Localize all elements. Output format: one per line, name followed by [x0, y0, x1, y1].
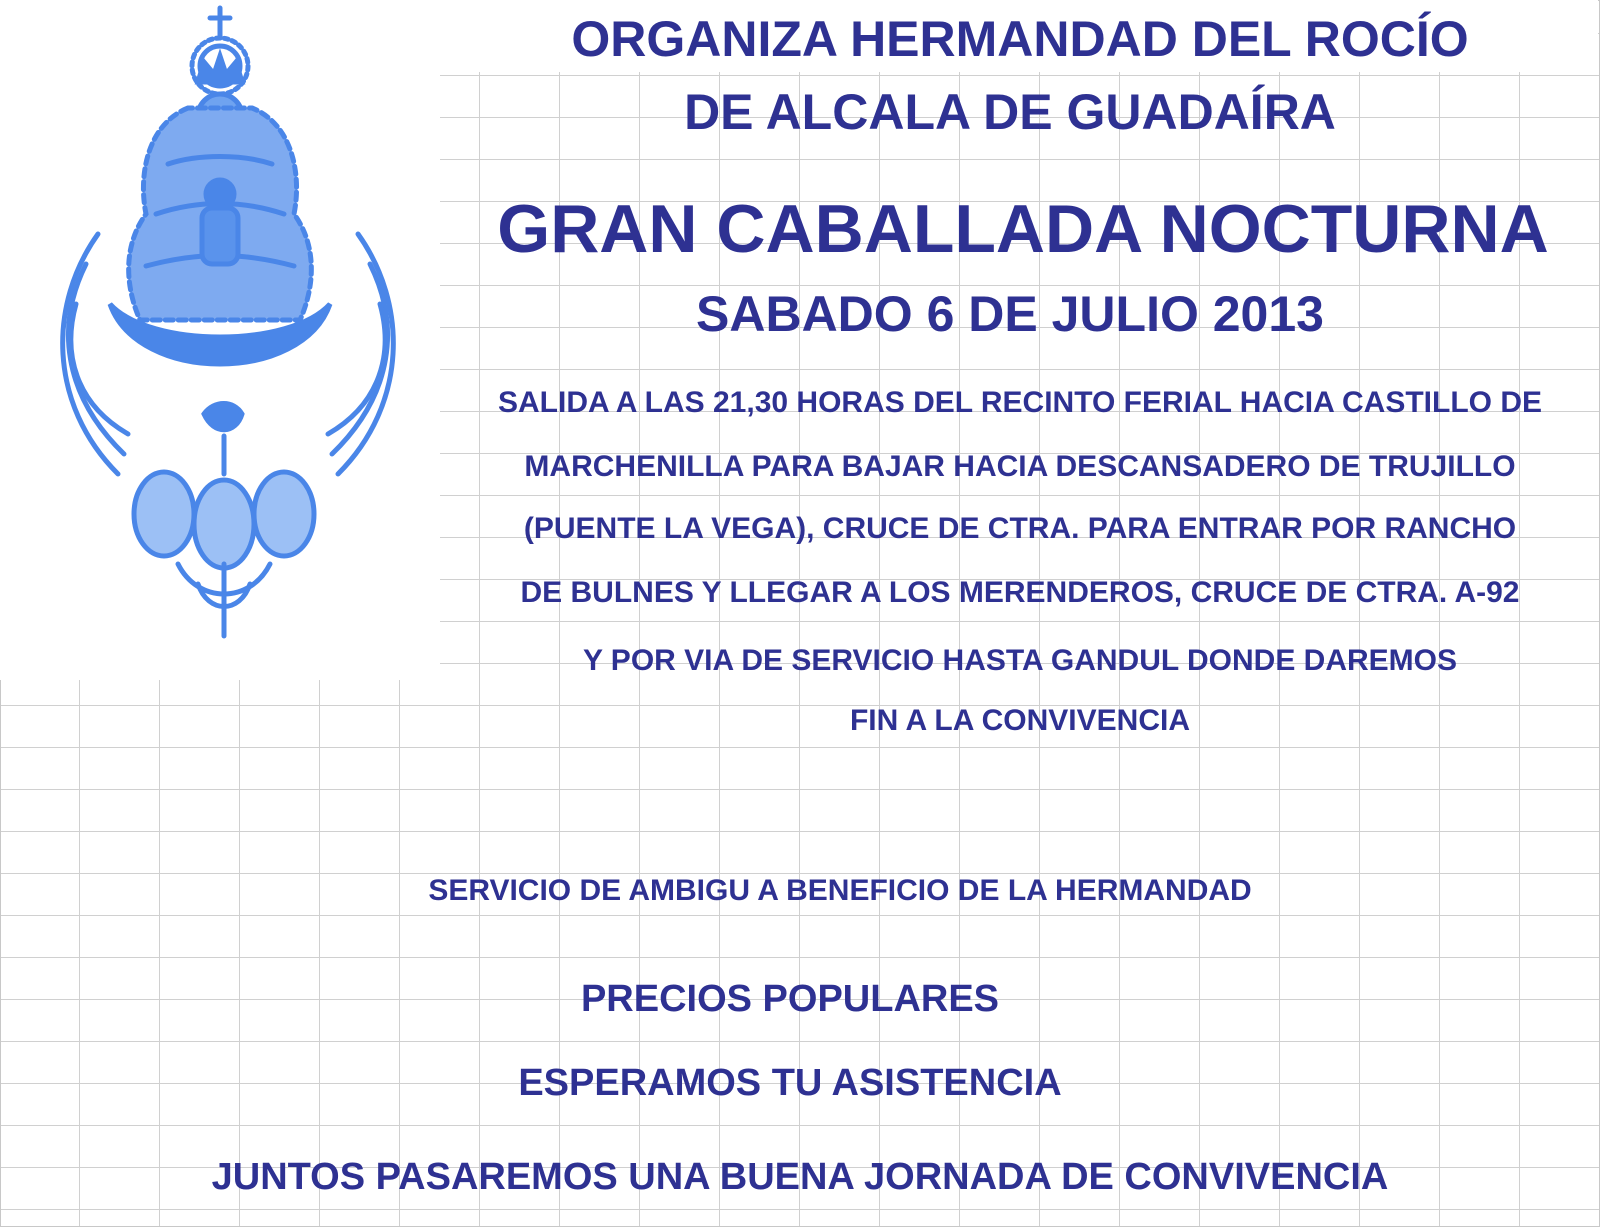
closing-line: JUNTOS PASAREMOS UNA BUENA JORNADA DE CONVIVENCIA: [211, 1156, 1389, 1198]
invitation: ESPERAMOS TU ASISTENCIA: [518, 1062, 1062, 1104]
route-line: (PUENTE LA VEGA), CRUCE DE CTRA. PARA ENTRAR POR RANCHO: [523, 512, 1517, 545]
organizer-line-2: DE ALCALA DE GUADAÍRA: [684, 84, 1336, 140]
event-title: GRAN CABALLADA NOCTURNA: [497, 191, 1549, 267]
virgen-del-rocio-emblem-icon: [28, 4, 428, 644]
organizer-line-1: ORGANIZA HERMANDAD DEL ROCÍO: [571, 11, 1469, 67]
route-line: Y POR VIA DE SERVICIO HASTA GANDUL DONDE DAREMOS: [583, 644, 1457, 677]
service-note: SERVICIO DE AMBIGU A BENEFICIO DE LA HERMANDAD: [428, 874, 1252, 907]
route-line: MARCHENILLA PARA BAJAR HACIA DESCANSADERO DE TRUJILLO: [524, 450, 1516, 483]
route-line: FIN A LA CONVIVENCIA: [849, 704, 1190, 737]
route-line: SALIDA A LAS 21,30 HORAS DEL RECINTO FERIAL HACIA CASTILLO DE: [498, 386, 1542, 419]
route-line: DE BULNES Y LLEGAR A LOS MERENDEROS, CRUCE DE CTRA. A-92: [520, 576, 1520, 609]
prices-note: PRECIOS POPULARES: [580, 978, 1000, 1020]
event-date: SABADO 6 DE JULIO 2013: [696, 286, 1324, 342]
